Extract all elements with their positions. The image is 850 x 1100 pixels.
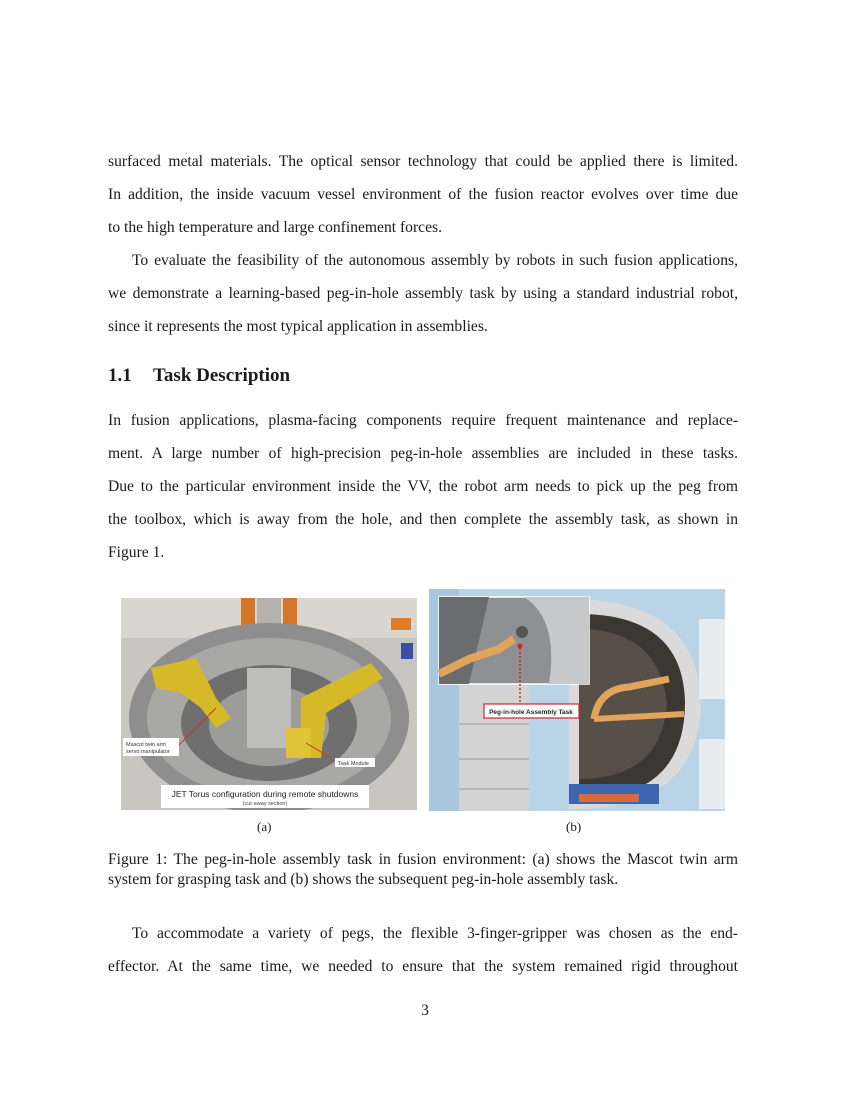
figure-panel-a-label: (a) [257,819,272,834]
body-text-line: To evaluate the feasibility of the autonomous assembly by robots in such fusion applications, [132,252,738,269]
body-text-line: Due to the particular environment inside the VV, the robot arm needs to pick up the peg from [108,478,738,495]
callout-mascot-line1: Mascot twin arm [126,742,167,748]
figure-caption [108,850,738,890]
body-text-line: In fusion applications, plasma-facing components require frequent maintenance and replace- [108,412,738,429]
body-text-line: since it represents the most typical application in assemblies. [108,318,488,335]
figure-panel-b-image [429,589,725,811]
jet-torus-illustration [121,598,417,810]
banner-subtitle: (cut-away section) [242,801,288,807]
body-text-line: to the high temperature and large confinement forces. [108,219,442,236]
body-text-line: To accommodate a variety of pegs, the flexible 3-finger-gripper was chosen as the end- [132,925,738,942]
vacuum-vessel-illustration [429,589,725,811]
caption-line: system for grasping task and (b) shows the subsequent peg-in-hole assembly task. [108,871,619,888]
section-number: 1.1 [108,365,132,386]
section-heading [108,365,290,387]
banner-title: JET Torus configuration during remote shutdowns [171,789,359,799]
page-number: 3 [421,1002,429,1019]
body-text-line: Figure 1. [108,544,165,561]
body-text-line: the toolbox, which is away from the hole, and then complete the assembly task, as shown in [108,511,738,528]
body-text-line: In addition, the inside vacuum vessel environment of the fusion reactor evolves over time due [108,186,738,203]
figure-panel-b-label: (b) [566,819,582,834]
callout-peg-in-hole: Peg-in-hole Assembly Task [489,709,573,716]
section-title: Task Description [153,365,291,386]
body-text-line: surfaced metal materials. The optical sensor technology that could be applied there is limited. [108,153,738,170]
callout-task-module: Task Module [338,761,369,767]
body-text-line: we demonstrate a learning-based peg-in-hole assembly task by using a standard industrial robot, [108,285,738,302]
body-text-line: effector. At the same time, we needed to ensure that the system remained rigid throughout [108,958,738,975]
figure-panel-a-image [121,598,417,810]
body-text-line: ment. A large number of high-precision peg-in-hole assemblies are included in these tasks. [108,445,738,462]
callout-mascot-line2: servo manipulator [126,749,170,755]
caption-line: Figure 1: The peg-in-hole assembly task in fusion environment: (a) shows the Mascot twin arm [108,851,738,868]
